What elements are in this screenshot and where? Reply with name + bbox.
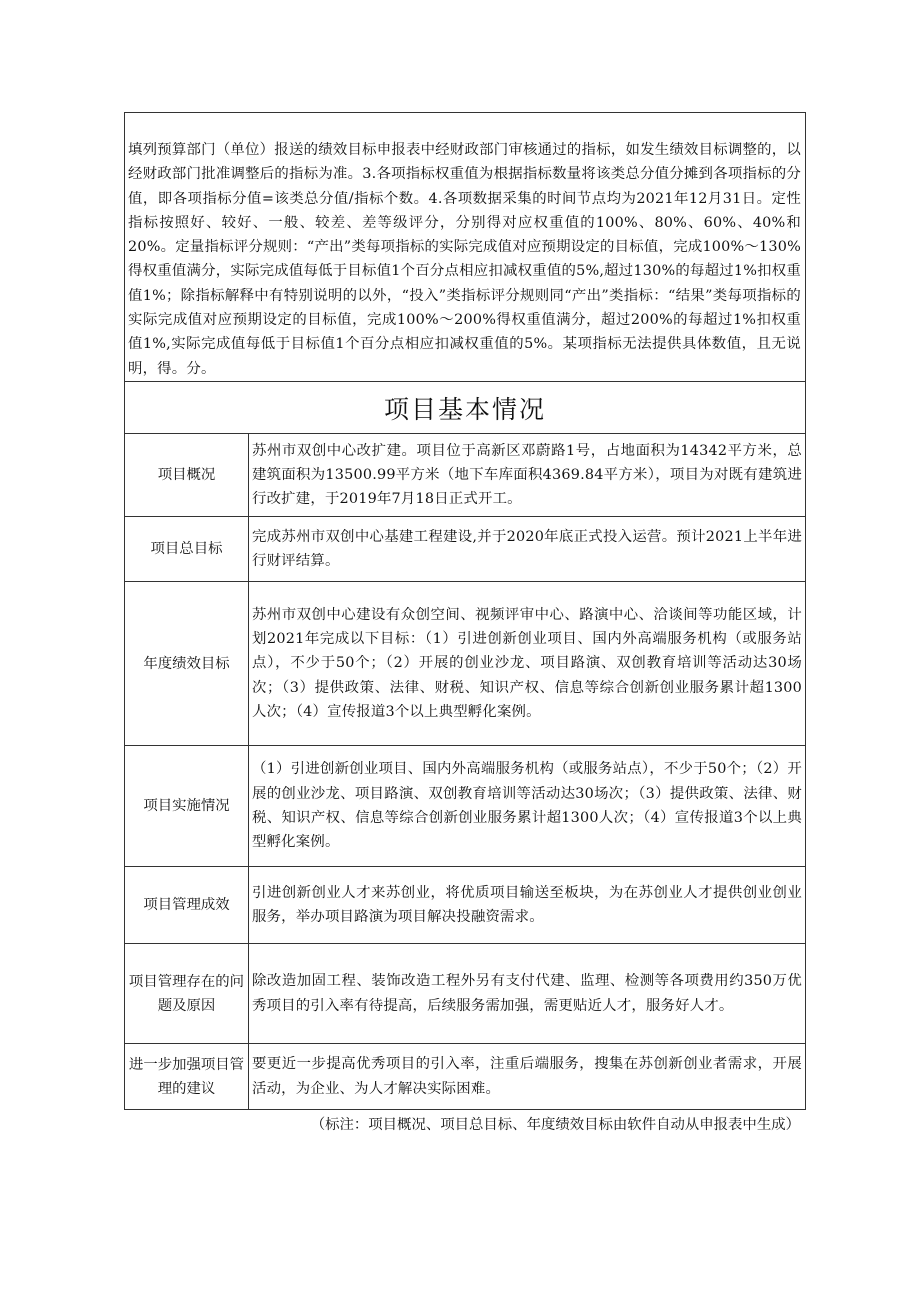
footnote: （标注：项目概况、项目总目标、年度绩效目标由软件自动从申报表中生成） — [310, 1117, 800, 1133]
row-label: 项目实施情况 — [125, 746, 249, 866]
row-content-text: 苏州市双创中心改扩建。项目位于高新区邓蔚路1号，占地面积为14342平方米，总建筑面积为13500.99平方米（地下车库面积4369.84平方米），项目为对既有建筑进行改扩建，于2019年7月18日正式开工。 — [252, 442, 802, 508]
table-row-problems — [125, 944, 805, 1044]
row-label: 项目总目标 — [125, 517, 249, 581]
table-row-suggestions — [125, 1044, 805, 1109]
row-content-text: 完成苏州市双创中心基建工程建设,并于2020年底正式投入运营。预计2021上半年进行财评结算。 — [252, 528, 802, 569]
row-label: 进一步加强项目管理的建议 — [125, 1044, 249, 1109]
row-label: 项目管理成效 — [125, 867, 249, 943]
table-row-overall-goal — [125, 517, 805, 582]
row-content — [249, 582, 805, 745]
row-content-text: 要更近一步提高优秀项目的引入率，注重后端服务，搜集在苏创新创业者需求，开展活动，为企业、为人才解决实际困难。 — [252, 1056, 802, 1097]
row-content-text: 除改造加固工程、装饰改造工程外另有支付代建、监理、检测等各项费用约350万优秀项目的引入率有待提高，后续服务需加强，需更贴近人才，服务好人才。 — [252, 973, 802, 1014]
row-content — [249, 1044, 805, 1109]
row-content-text: 引进创新创业人才来苏创业，将优质项目输送至板块，为在苏创业人才提供创业创业服务，举办项目路演为项目解决投融资需求。 — [252, 884, 802, 925]
performance-report-table — [124, 112, 806, 1110]
row-label: 项目概况 — [125, 434, 249, 516]
scoring-rules-text: 填列预算部门（单位）报送的绩效目标申报表中经财政部门审核通过的指标，如发生绩效目标调整的，以经财政部门批准调整后的指标为准。3.各项指标权重值为根据指标数量将该类总分值分摊到各项指标的分值，即各项指标分值=该类总分值/指标个数。4.各项数据采集的时间节点均为2021年12月31日。定性指标按照好、较好、一般、较差、差等级评分，分别得对应权重值的100%、80%、60%、40%和20%。定量指标评分规则：“产出”类每项指标的实际完成值对应预期设定的目标值，完成100%～130%得权重值满分，实际完成值每低于目标值1个百分点相应扣减权重值的5%,超过130%的每超过1%扣权重值1%；除指标解释中有特别说明的以外，“投入”类指标评分规则同“产出”类指标：“结果”类每项指标的实际完成值对应预期设定的目标值，完成100%～200%得权重值满分，超过200%的每超过1%扣权重值1%,实际完成值每低于目标值1个百分点相应扣减权重值的5%。某项指标无法提供具体数值，且无说明，得。分。 — [125, 113, 805, 382]
row-content — [249, 434, 805, 516]
row-content — [249, 517, 805, 581]
table-row-management-results — [125, 867, 805, 944]
row-content — [249, 944, 805, 1043]
table-row-implementation — [125, 746, 805, 867]
row-content-text: 苏州市双创中心建设有众创空间、视频评审中心、路演中心、洽谈间等功能区域，计划2021年完成以下目标：（1）引进创新创业项目、国内外高端服务机构（或服务站点），不少于50个；（2）开展的创业沙龙、项目路演、双创教育培训等活动达30场次；（3）提供政策、法律、财税、知识产权、信息等综合创新创业服务累计超1300人次；（4）宣传报道3个以上典型孵化案例。 — [252, 606, 802, 720]
table-row-annual-goal — [125, 582, 805, 746]
row-content — [249, 867, 805, 943]
row-label: 项目管理存在的问题及原因 — [125, 944, 249, 1043]
row-label: 年度绩效目标 — [125, 582, 249, 745]
row-content-text: （1）引进创新创业项目、国内外高端服务机构（或服务站点），不少于50个；（2）开展的创业沙龙、项目路演、双创教育培训等活动达30场次；（3）提供政策、法律、财税、知识产权、信息等综合创新创业服务累计超1300人次；（4）宣传报道3个以上典型孵化案例。 — [252, 761, 802, 851]
row-content — [249, 746, 805, 866]
table-row-overview — [125, 434, 805, 517]
section-title: 项目基本情况 — [125, 382, 805, 434]
